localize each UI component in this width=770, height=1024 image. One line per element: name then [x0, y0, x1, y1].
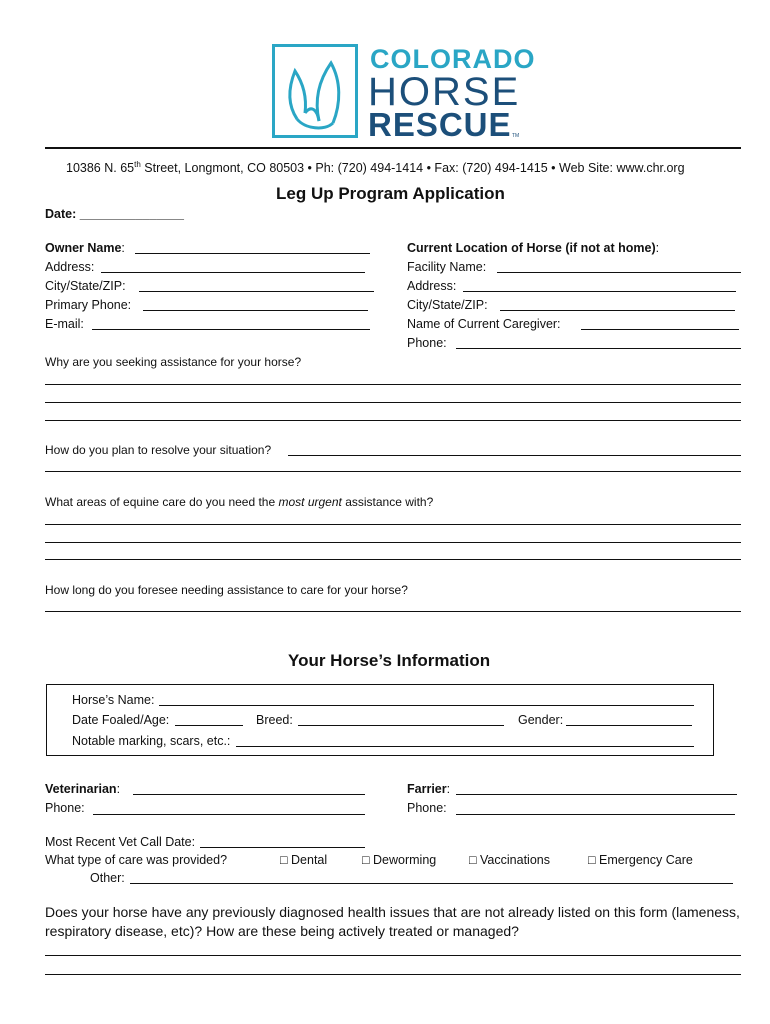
- owner-address-label: Address:: [45, 260, 95, 274]
- answer-urgent-line-3[interactable]: [45, 559, 741, 560]
- brand-line-horse: HORSE: [368, 70, 521, 114]
- owner-phone-input[interactable]: [143, 310, 368, 311]
- horse-name-input[interactable]: [159, 705, 694, 706]
- checkbox-vaccinations[interactable]: □ Vaccinations: [469, 853, 550, 867]
- gender-input[interactable]: [566, 725, 692, 726]
- facility-label: Facility Name:: [407, 260, 487, 274]
- care-type-label: What type of care was provided?: [45, 853, 228, 867]
- brand-line-rescue: RESCUE: [368, 106, 512, 143]
- horse-info-title: Your Horse’s Information: [288, 651, 491, 670]
- breed-input[interactable]: [298, 725, 504, 726]
- location-phone-input[interactable]: [456, 348, 741, 349]
- location-phone-label: Phone:: [407, 336, 447, 350]
- farrier-phone-label: Phone:: [407, 801, 447, 815]
- question-why: Why are you seeking assistance for your horse?: [45, 355, 302, 369]
- answer-urgent-line-2[interactable]: [45, 542, 741, 543]
- owner-phone-label: Primary Phone:: [45, 298, 132, 312]
- farrier-input[interactable]: [456, 794, 737, 795]
- answer-urgent-line-1[interactable]: [45, 524, 741, 525]
- question-duration: How long do you foresee needing assistance to care for your horse?: [45, 583, 408, 597]
- foaled-label: Date Foaled/Age:: [72, 713, 170, 727]
- location-heading: Current Location of Horse (if not at home):: [407, 241, 660, 255]
- owner-name-label: Owner Name:: [45, 241, 125, 255]
- answer-why-line-2[interactable]: [45, 402, 741, 403]
- answer-resolve-line-2[interactable]: [45, 471, 741, 472]
- date-field[interactable]: Date: _______________: [45, 207, 185, 221]
- location-city-input[interactable]: [500, 310, 735, 311]
- markings-input[interactable]: [236, 746, 694, 747]
- brand-line-colorado: COLORADO: [370, 44, 536, 74]
- health-question-line-1: Does your horse have any previously diagnosed health issues that are not already listed on this form (lameness,: [45, 904, 740, 920]
- header-divider: [45, 147, 741, 149]
- horse-ears-icon: [275, 47, 355, 135]
- location-address-label: Address:: [407, 279, 457, 293]
- health-answer-line-1[interactable]: [45, 955, 741, 956]
- checkbox-dental[interactable]: □ Dental: [280, 853, 328, 867]
- facility-input[interactable]: [497, 272, 741, 273]
- other-input[interactable]: [130, 883, 733, 884]
- trademark-mark: TM: [512, 133, 520, 139]
- contact-address-line: [66, 157, 685, 176]
- recent-vet-label: Most Recent Vet Call Date:: [45, 835, 196, 849]
- foaled-input[interactable]: [175, 725, 243, 726]
- answer-why-line-1[interactable]: [45, 384, 741, 385]
- health-answer-line-2[interactable]: [45, 974, 741, 975]
- owner-email-input[interactable]: [92, 329, 370, 330]
- address-sup: th: [134, 160, 141, 169]
- other-label: Other:: [90, 871, 125, 885]
- location-address-input[interactable]: [463, 291, 736, 292]
- markings-label: Notable marking, scars, etc.:: [72, 734, 231, 748]
- vet-phone-input[interactable]: [93, 814, 365, 815]
- checkbox-deworming[interactable]: □ Deworming: [362, 853, 437, 867]
- vet-input[interactable]: [133, 794, 365, 795]
- location-city-label: City/State/ZIP:: [407, 298, 488, 312]
- owner-address-input[interactable]: [101, 272, 365, 273]
- address-rest: Street, Longmont, CO 80503 • Ph: (720) 494-1414 • Fax: (720) 494-1415 • Web Site: www.chr.org: [140, 161, 685, 176]
- answer-resolve-line-1[interactable]: [288, 455, 741, 456]
- farrier-label: Farrier:: [407, 782, 451, 796]
- farrier-phone-input[interactable]: [456, 814, 735, 815]
- caregiver-input[interactable]: [581, 329, 739, 330]
- checkbox-emergency-care[interactable]: □ Emergency Care: [588, 853, 693, 867]
- question-urgent: What areas of equine care do you need the most urgent assistance with?: [45, 495, 434, 509]
- form-title: Leg Up Program Application: [276, 184, 505, 203]
- logo-icon: [272, 44, 358, 138]
- owner-email-label: E-mail:: [45, 317, 84, 331]
- address-street: 10386 N. 65: [66, 161, 135, 176]
- vet-phone-label: Phone:: [45, 801, 85, 815]
- caregiver-label: Name of Current Caregiver:: [407, 317, 561, 331]
- question-resolve: How do you plan to resolve your situation?: [45, 443, 272, 457]
- owner-city-label: City/State/ZIP:: [45, 279, 126, 293]
- owner-city-input[interactable]: [139, 291, 374, 292]
- horse-name-label: Horse’s Name:: [72, 693, 155, 707]
- health-question-line-2: respiratory disease, etc)? How are these being actively treated or managed?: [45, 923, 519, 939]
- vet-label: Veterinarian:: [45, 782, 121, 796]
- answer-duration-line[interactable]: [45, 611, 741, 612]
- recent-vet-input[interactable]: [200, 847, 365, 848]
- breed-label: Breed:: [256, 713, 293, 727]
- owner-name-input[interactable]: [135, 253, 370, 254]
- gender-label: Gender:: [518, 713, 564, 727]
- answer-why-line-3[interactable]: [45, 420, 741, 421]
